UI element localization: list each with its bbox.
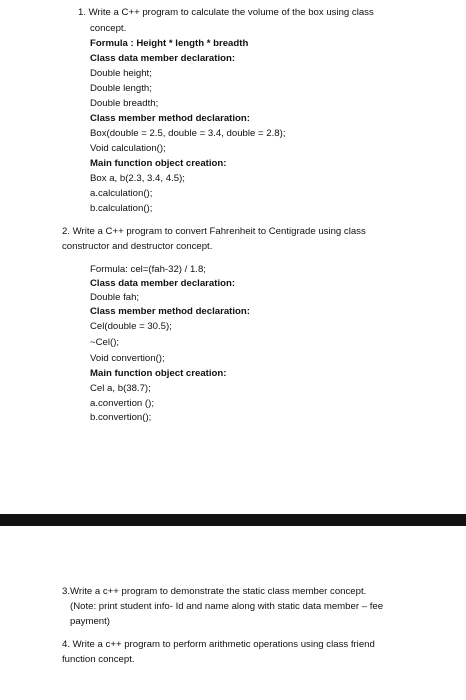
page-separator [0, 514, 466, 526]
q2-line: a.convertion (); [90, 398, 154, 409]
q2-line: Cel(double = 30.5); [90, 321, 172, 332]
q1-line: Class member method declaration: [90, 113, 250, 124]
q3-line-2: (Note: print student info- Id and name along with static data member – fee [70, 601, 384, 612]
q1-intro-line-1: 1. Write a C++ program to calculate the volume of the box using class [78, 7, 374, 18]
q2-line: Formula: cel=(fah-32) / 1.8; [90, 264, 206, 275]
q2-line: Class member method declaration: [90, 306, 250, 317]
q2-intro-line-1: 2. Write a C++ program to convert Fahrenheit to Centigrade using class [62, 226, 366, 237]
q1-line: b.calculation(); [90, 203, 153, 214]
q1-line: Double length; [90, 83, 152, 94]
q1-line: Class data member declaration: [90, 53, 236, 64]
q1-line: Main function object creation: [90, 158, 227, 169]
q2-line: Class data member declaration: [90, 278, 236, 289]
q1-line: Void calculation(); [90, 143, 166, 154]
q3-line-3: payment) [70, 616, 110, 627]
q1-line: Double breadth; [90, 98, 159, 109]
q2-line: Cel a, b(38.7); [90, 383, 151, 394]
q1-line: Box(double = 2.5, double = 3.4, double = 2.8); [90, 128, 286, 139]
q4-line-2: function concept. [62, 654, 135, 665]
q1-line: Formula : Height * length * breadth [90, 38, 249, 49]
q2-line: Main function object creation: [90, 368, 227, 379]
q2-line: ~Cel(); [90, 337, 120, 348]
q4-line-1: 4. Write a c++ program to perform arithmetic operations using class friend [62, 639, 375, 650]
q2-line: Double fah; [90, 292, 140, 303]
q1-intro-line-2: concept. [90, 23, 127, 34]
q1-line: a.calculation(); [90, 188, 153, 199]
page-bottom [0, 526, 466, 700]
q1-line: Double height; [90, 68, 152, 79]
q2-line: b.convertion(); [90, 412, 152, 423]
q1-line: Box a, b(2.3, 3.4, 4.5); [90, 173, 185, 184]
q3-line-1: 3.Write a c++ program to demonstrate the static class member concept. [62, 586, 367, 597]
q2-line: Void convertion(); [90, 353, 165, 364]
q2-intro-line-2: constructor and destructor concept. [62, 241, 213, 252]
